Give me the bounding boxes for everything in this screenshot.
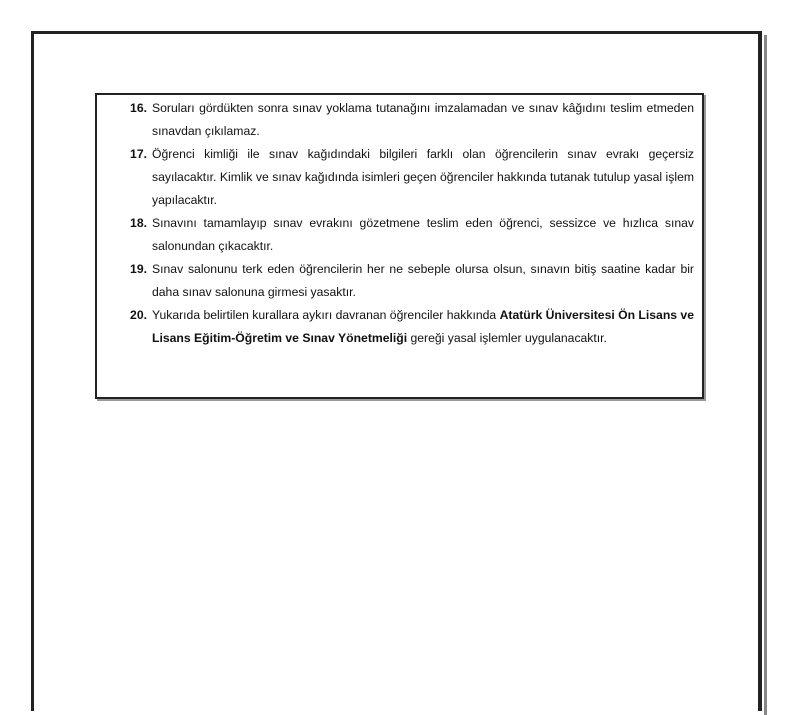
rule-number: 18.: [130, 216, 147, 230]
page-edge-shadow: [764, 35, 767, 715]
rule-number: 17.: [130, 147, 147, 161]
regulation-name: Atatürk Üniversitesi Ön Lisans ve Lisans Eğitim-Öğretim ve Sınav Yönetmeliği: [152, 308, 694, 345]
rule-item-17: [107, 143, 694, 212]
rule-text: Öğrenci kimliği ile sınav kağıdındaki bilgileri farklı olan öğrencilerin sınav evrakı geçersiz sayılacaktır. Kimlik ve sınav kağıdında isimleri geçen öğrenciler hakkında tutanak tutulup yasal işlem yapılacaktır.: [152, 147, 694, 207]
rule-number: 20.: [130, 308, 147, 322]
rule-text-before: Yukarıda belirtilen kurallara aykırı davranan öğrenciler hakkında: [152, 308, 500, 322]
rule-item-18: [107, 212, 694, 258]
exam-rules-box: [95, 93, 704, 399]
rule-item-20: [107, 304, 694, 350]
rule-number: 19.: [130, 262, 147, 276]
rule-text: Soruları gördükten sonra sınav yoklama tutanağını imzalamadan ve sınav kâğıdını teslim etmeden sınavdan çıkılamaz.: [152, 101, 694, 138]
rule-text-after: gereği yasal işlemler uygulanacaktır.: [407, 331, 607, 345]
rule-text: [152, 304, 694, 350]
rule-item-19: [107, 258, 694, 304]
rule-item-16: [107, 97, 694, 143]
rule-text: Sınav salonunu terk eden öğrencilerin her ne sebeple olursa olsun, sınavın bitiş saatine kadar bir daha sınav salonuna girmesi yasaktır.: [152, 262, 694, 299]
rule-number: 16.: [130, 101, 147, 115]
rule-text: Sınavını tamamlayıp sınav evrakını gözetmene teslim eden öğrenci, sessizce ve hızlıca sınav salonundan çıkacaktır.: [152, 216, 694, 253]
